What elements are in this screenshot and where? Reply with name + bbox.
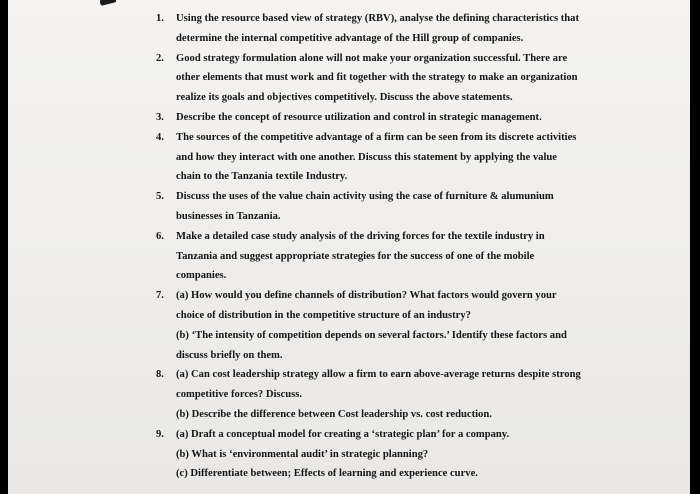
document-page bbox=[8, 0, 690, 494]
question-text-line: competitive forces? Discuss. bbox=[176, 389, 303, 401]
question-text-line: (c) Differentiate between; Effects of learning and experience curve. bbox=[176, 468, 478, 480]
question-list bbox=[156, 9, 596, 484]
question-3 bbox=[156, 108, 596, 128]
question-7 bbox=[156, 286, 596, 365]
question-text-line: chain to the Tanzania textile Industry. bbox=[176, 171, 348, 183]
question-number: 2. bbox=[156, 52, 164, 64]
question-text-line: Make a detailed case study analysis of the driving forces for the textile industry in bbox=[176, 230, 545, 242]
question-number: 8. bbox=[156, 369, 164, 381]
question-text-line: companies. bbox=[176, 270, 227, 282]
question-number: 7. bbox=[156, 290, 164, 302]
question-number: 4. bbox=[156, 131, 164, 143]
question-text-line: Tanzania and suggest appropriate strategies for the success of one of the mobile bbox=[176, 250, 535, 262]
question-number: 9. bbox=[156, 428, 164, 440]
question-number: 6. bbox=[156, 230, 164, 242]
question-text-line: discuss briefly on them. bbox=[176, 349, 283, 361]
question-number: 1. bbox=[156, 13, 164, 24]
question-2 bbox=[156, 49, 596, 108]
question-text-line: Using the resource based view of strategy (RBV), analyse the defining characteristics that bbox=[176, 13, 580, 24]
question-4 bbox=[156, 128, 596, 187]
question-text-line: determine the internal competitive advantage of the Hill group of companies. bbox=[176, 32, 524, 44]
question-text-line: choice of distribution in the competitive structure of an industry? bbox=[176, 309, 471, 321]
question-8 bbox=[156, 365, 596, 424]
question-text-line: (a) Draft a conceptual model for creating a ‘strategic plan’ for a company. bbox=[176, 428, 510, 440]
question-text-line: The sources of the competitive advantage of a firm can be seen from its discrete activities bbox=[176, 131, 577, 143]
question-text-line: realize its goals and objectives competitively. Discuss the above statements. bbox=[176, 92, 513, 104]
question-6 bbox=[156, 227, 596, 286]
question-text-line: Discuss the uses of the value chain activity using the case of furniture & alumunium bbox=[176, 191, 554, 203]
question-text-line: Describe the concept of resource utilization and control in strategic management. bbox=[176, 111, 542, 123]
question-text-line: businesses in Tanzania. bbox=[176, 210, 281, 222]
question-text-line: (a) Can cost leadership strategy allow a firm to earn above-average returns despite strong bbox=[176, 369, 581, 381]
question-text-line: (b) Describe the difference between Cost leadership vs. cost reduction. bbox=[176, 408, 492, 420]
question-9 bbox=[156, 425, 596, 484]
question-1 bbox=[156, 9, 596, 49]
question-text-line: (a) How would you define channels of distribution? What factors would govern your bbox=[176, 290, 557, 302]
question-text-line: Good strategy formulation alone will not make your organization successful. There are bbox=[176, 52, 568, 64]
page-edge-mark bbox=[100, 0, 117, 6]
question-text-line: other elements that must work and fit together with the strategy to make an organization bbox=[176, 72, 578, 84]
question-text-line: and how they interact with one another. Discuss this statement by applying the value bbox=[176, 151, 558, 163]
question-text-line: (b) What is ‘environmental audit’ in strategic planning? bbox=[176, 448, 429, 460]
question-5 bbox=[156, 187, 596, 227]
question-number: 3. bbox=[156, 111, 164, 123]
question-number: 5. bbox=[156, 191, 164, 203]
question-text-line: (b) ‘The intensity of competition depends on several factors.’ Identify these factors and bbox=[176, 329, 567, 341]
